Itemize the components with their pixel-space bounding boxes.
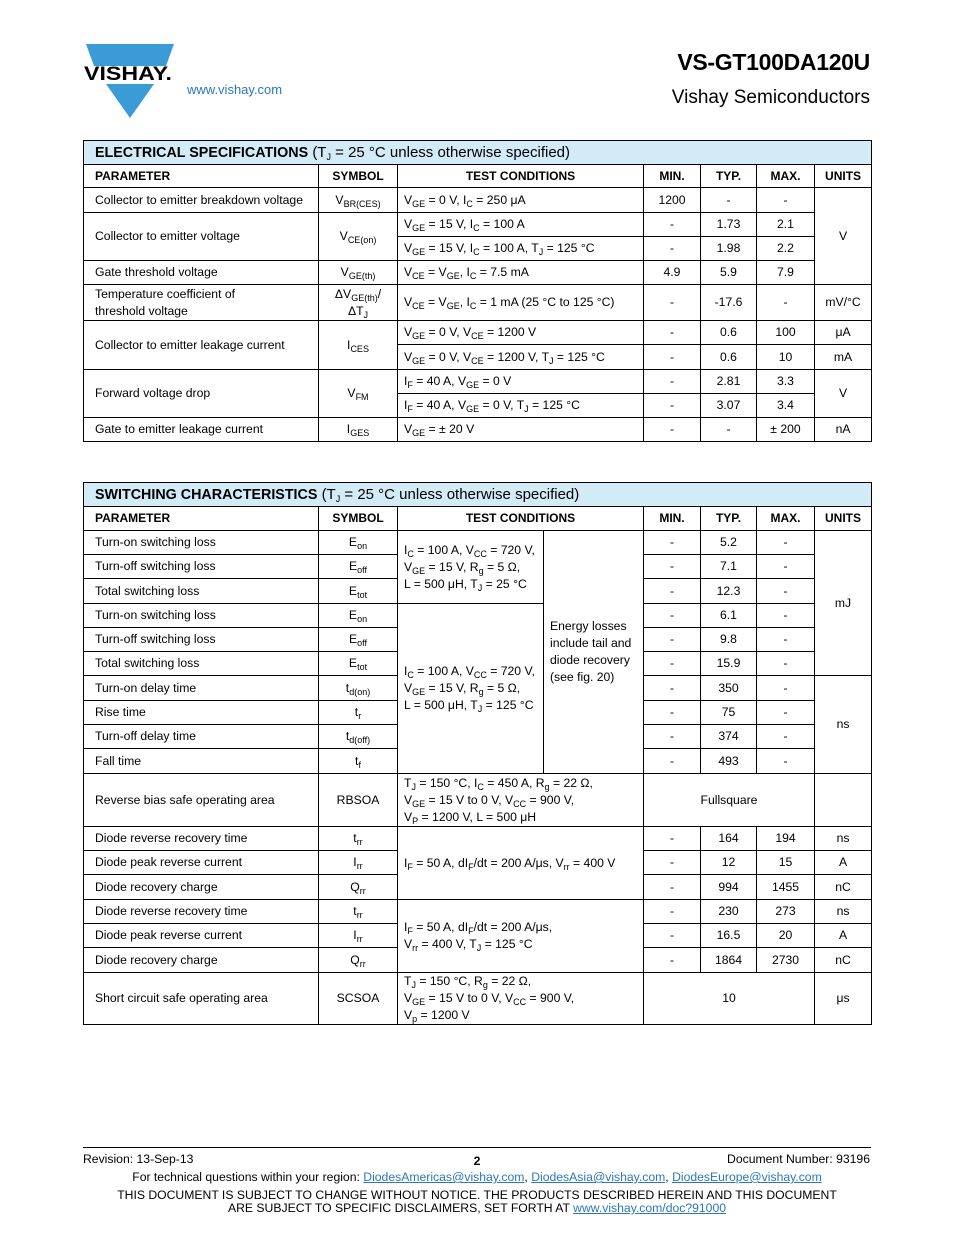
electrical-specifications-table bbox=[83, 140, 872, 442]
document-number: Document Number: 93196 bbox=[727, 1152, 870, 1166]
contact-line: For technical questions within your region: DiodesAmericas@vishay.com, DiodesAsia@vishay.com, DiodesEurope@vishay.com bbox=[132, 1170, 822, 1184]
table-row: Total switching loss $E_{tot}$ - 12.3 - bbox=[84, 579, 872, 604]
table-row: Turn-off switching loss $E_{off}$ - 7.1 - bbox=[84, 555, 872, 579]
table-row: Total switching loss $E_{tot}$ - 15.9 - bbox=[84, 652, 872, 676]
disclaimer-line-1: THIS DOCUMENT IS SUBJECT TO CHANGE WITHOUT NOTICE. THE PRODUCTS DESCRIBED HEREIN AND THIS DOCUMENT bbox=[117, 1188, 837, 1202]
disclaimer-link[interactable]: www.vishay.com/doc?91000 bbox=[573, 1201, 727, 1215]
table-row: $V_{GE} = 0$ V, $V_{CE} = 1200$ V, $T_J = 125$ °C - 0.6 10 mA bbox=[84, 345, 872, 370]
table-row: Gate to emitter leakage current $I_{GES}$ $V_{GE}$ = ± 20 V - - ± 200 nA bbox=[84, 418, 872, 442]
table-row: Collector to emitter breakdown voltage $V_{BR(CES)}$ $V_{GE} = 0$ V, $I_C = 250$ μA 1200 - - V bbox=[84, 188, 872, 213]
table-row: $I_F = 40$ A, $V_{GE} = 0$ V, $T_J = 125$ °C - 3.07 3.4 bbox=[84, 394, 872, 418]
table-row: Turn-on switching loss $E_{on}$ $I_C = 100$ A, $V_{CC} = 720$ V, $V_{GE} = 15$ V, $R_g = 5$ Ω, L = 500 μH, $T_J = 125$ °C - 6.1 - bbox=[84, 604, 872, 628]
page-number: 2 bbox=[473, 1154, 481, 1168]
disclaimer-line-2: ARE SUBJECT TO SPECIFIC DISCLAIMERS, SET FORTH AT www.vishay.com/doc?91000 bbox=[227, 1201, 727, 1215]
table-row: Reverse bias safe operating area RBSOA $T_J = 150$ °C, $I_C = 450$ A, $R_g = 22$ Ω, $V_{GE} = 15$ V to 0 V, $V_{CC} = 900$ V, $V_P = 1200$ V, L = 500 μH Fullsquare bbox=[84, 774, 872, 827]
table-row: Diode recovery charge $Q_{rr}$ - 1864 2730 nC bbox=[84, 948, 872, 973]
table-row: Turn-off delay time $t_{d(off)}$ - 374 - bbox=[84, 725, 872, 749]
table-row: Fall time $t_f$ - 493 - bbox=[84, 749, 872, 774]
document-title: VS-GT100DA120U bbox=[677, 49, 870, 75]
column-header-row: PARAMETER SYMBOL TEST CONDITIONS MIN. TYP. MAX. UNITS bbox=[84, 507, 872, 531]
email-asia-link[interactable]: DiodesAsia@vishay.com bbox=[531, 1170, 666, 1184]
table-title: ELECTRICAL SPECIFICATIONS ($T_J = 25$ °C unless otherwise specified) bbox=[84, 141, 872, 165]
table-row: Collector to emitter voltage $V_{CE(on)}$ $V_{GE} = 15$ V, $I_C = 100$ A - 1.73 2.1 bbox=[84, 213, 872, 237]
column-header-row: PARAMETER SYMBOL TEST CONDITIONS MIN. TYP. MAX. UNITS bbox=[84, 165, 872, 188]
table-row: Turn-on switching loss $E_{on}$ $I_C = 100$ A, $V_{CC} = 720$ V, $V_{GE} = 15$ V, $R_g = 5$ Ω, L = 500 μH, $T_J = 25$ °C Energy losses include tail and diode recovery (see fig. 20) - 5.2 - mJ bbox=[84, 531, 872, 555]
email-americas-link[interactable]: DiodesAmericas@vishay.com bbox=[363, 1170, 525, 1184]
table-row: Collector to emitter leakage current $I_{CES}$ $V_{GE} = 0$ V, $V_{CE} = 1200$ V - 0.6 100 μA bbox=[84, 321, 872, 345]
energy-losses-note: Energy losses include tail and diode recovery (see fig. 20) bbox=[544, 531, 644, 774]
website-link[interactable]: www.vishay.com bbox=[187, 82, 283, 97]
table-row: Gate threshold voltage $V_{GE(th)}$ $V_{CE} = V_{GE}$, $I_C = 7.5$ mA 4.9 5.9 7.9 bbox=[84, 261, 872, 285]
email-europe-link[interactable]: DiodesEurope@vishay.com bbox=[672, 1170, 822, 1184]
table-row: $V_{GE} = 15$ V, $I_C = 100$ A, $T_J = 125$ °C - 1.98 2.2 bbox=[84, 237, 872, 261]
table-title: SWITCHING CHARACTERISTICS ($T_J = 25$ °C unless otherwise specified) bbox=[84, 483, 872, 507]
table-row: Short circuit safe operating area SCSOA $T_J = 150$ °C, $R_g = 22$ Ω, $V_{GE} = 15$ V to 0 V, $V_{CC} = 900$ V, $V_p = 1200$ V 10 μs bbox=[84, 973, 872, 1025]
table-row: Temperature coefficient of threshold voltage $\Delta V_{GE(th)}/\Delta T_J$ $V_{CE} = V_{GE}$, $I_C = 1$ mA (25 °C to 125 °C) - -17.6 - mV/°C bbox=[84, 285, 872, 321]
table-row: Diode reverse recovery time $t_{rr}$ $I_F = 50$ A, $dI_F/dt = 200$ A/μs, $V_{rr} = 400$ V, $T_J = 125$ °C - 230 273 ns bbox=[84, 900, 872, 924]
table-row: Forward voltage drop $V_{FM}$ $I_F = 40$ A, $V_{GE} = 0$ V - 2.81 3.3 V bbox=[84, 370, 872, 394]
footer-divider bbox=[83, 1147, 871, 1148]
switching-characteristics-table bbox=[83, 482, 872, 1025]
svg-text:VISHAY.: VISHAY. bbox=[84, 64, 172, 85]
table-row: Diode reverse recovery time $t_{rr}$ $I_F = 50$ A, $dI_F/dt = 200$ A/μs, $V_{rr} = 400$ V - 164 194 ns bbox=[84, 827, 872, 851]
table-row: Rise time $t_r$ - 75 - bbox=[84, 701, 872, 725]
table-row: Turn-off switching loss $E_{off}$ - 9.8 - bbox=[84, 628, 872, 652]
document-subtitle: Vishay Semiconductors bbox=[671, 87, 870, 108]
vishay-logo bbox=[84, 44, 176, 118]
revision-date: Revision: 13-Sep-13 bbox=[83, 1152, 194, 1166]
table-row: Diode peak reverse current $I_{rr}$ - 16.5 20 A bbox=[84, 924, 872, 948]
table-row: Diode recovery charge $Q_{rr}$ - 994 1455 nC bbox=[84, 875, 872, 900]
table-row: Diode peak reverse current $I_{rr}$ - 12 15 A bbox=[84, 851, 872, 875]
table-row: Turn-on delay time $t_{d(on)}$ - 350 - ns bbox=[84, 676, 872, 701]
